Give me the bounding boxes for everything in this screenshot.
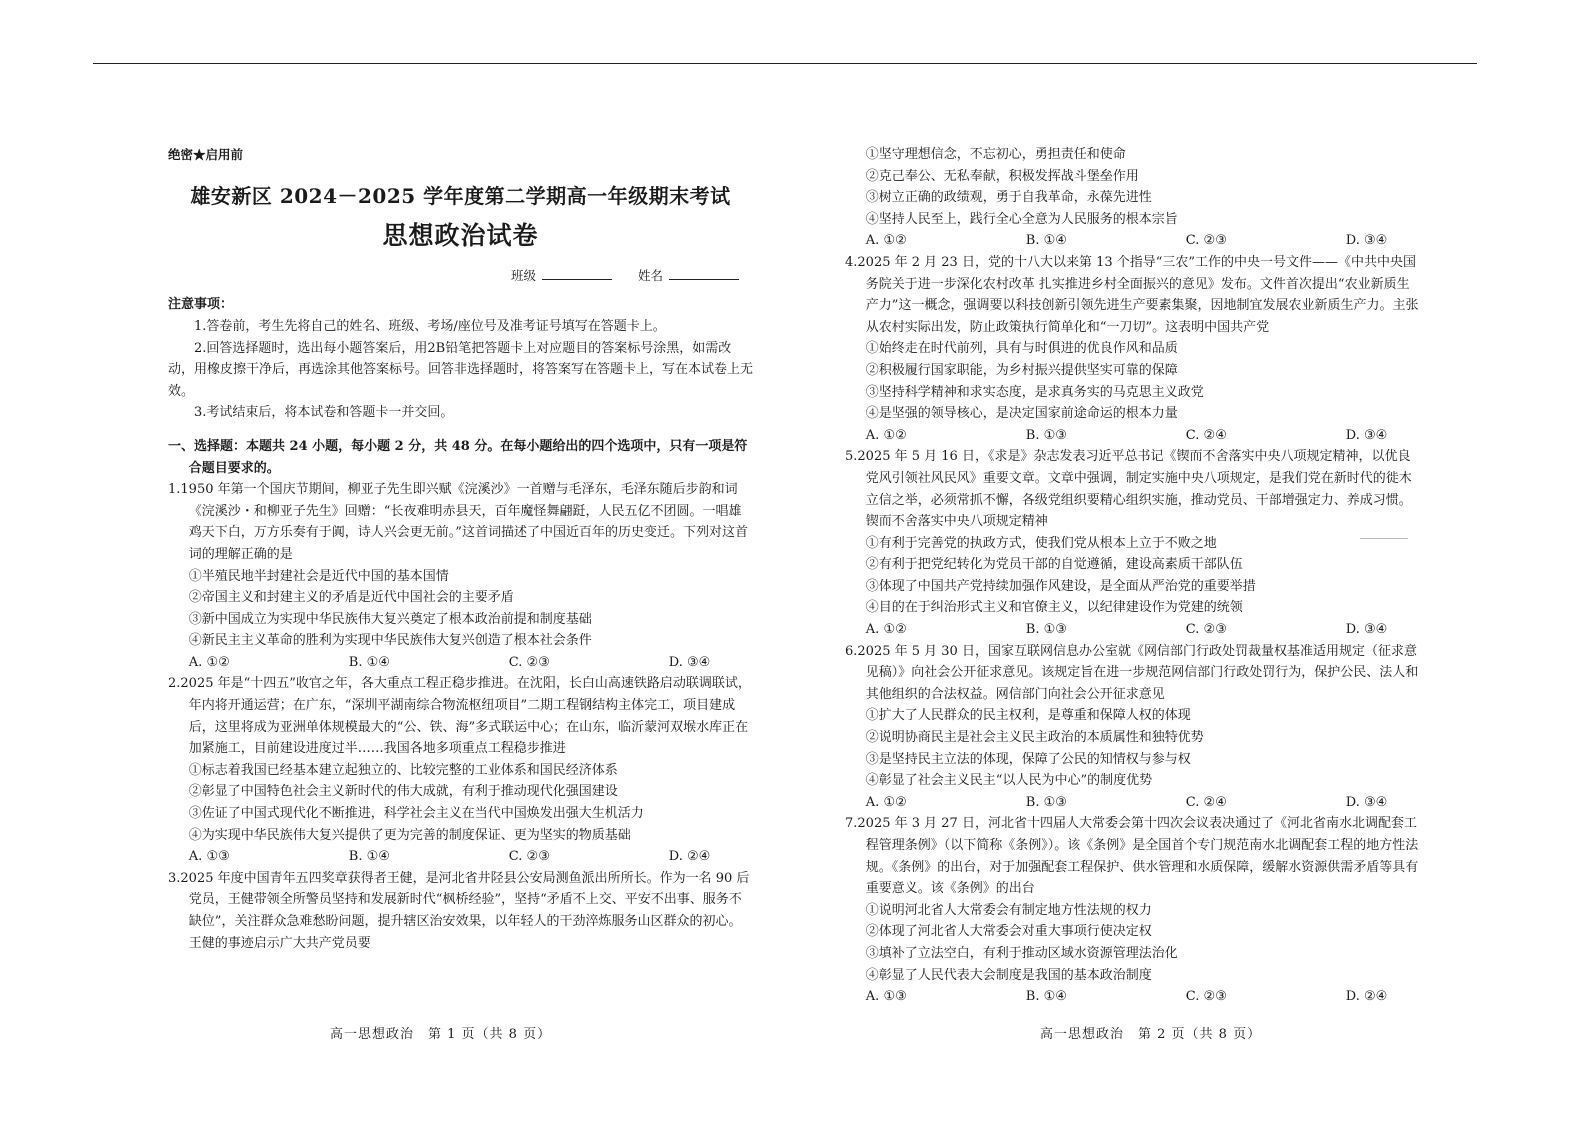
question-3-options [845, 144, 1420, 252]
statement: ④目的在于纠治形式主义和官僚主义，以纪律建设作为党建的统领 [865, 600, 1243, 616]
statement: ①坚守理想信念，不忘初心，勇担责任和使命 [865, 147, 1126, 162]
exam-subtitle: 思想政治试卷 [382, 221, 539, 251]
choice-c: C. ②③ [508, 849, 550, 865]
statement: ④为实现中华民族伟大复兴提供了更为完善的制度保证、更为坚实的物质基础 [188, 827, 631, 843]
statement: ③坚持科学精神和求实态度，是求真务实的马克思主义政党 [865, 384, 1204, 400]
choice-b: B. ①③ [1025, 794, 1067, 810]
statement: ④坚持人民至上，践行全心全意为人民服务的根本宗旨 [865, 211, 1178, 227]
statement: ①始终走在时代前列，具有与时俱进的优良作风和品质 [865, 341, 1178, 357]
page-footer-right: 高一思想政治 第 2 页（共 8 页） [1040, 1027, 1262, 1042]
statement: ④新民主主义革命的胜利为实现中华民族伟大复兴创造了根本社会条件 [188, 633, 592, 649]
question-stem: 3.2025 年度中国青年五四奖章获得者王健，是河北省井陉县公安局测鱼派出所所长。作为一名 90 后党员，王健带领全所警员坚持和发展新时代“枫桥经验”，坚持“矛盾不上交、平安不出事、服务不缺位”，关注群众急难愁盼问题，提升辖区治安效果，以年轻人的干劲淬炼服务山区群众的初心。王健的事迹启示广大共产党员要 [168, 870, 750, 951]
statement: ②帝国主义和封建主义的矛盾是近代中国社会的主要矛盾 [188, 590, 514, 606]
statement: ②说明协商民主是社会主义民主政治的本质属性和独特优势 [865, 730, 1204, 746]
statement: ④彰显了人民代表大会制度是我国的基本政治制度 [865, 967, 1152, 983]
answer-choices [845, 425, 1420, 447]
statement: ③新中国成立为实现中华民族伟大复兴奠定了根本政治前提和制度基础 [188, 611, 592, 627]
statement: ③树立正确的政绩观，勇于自我革命，永葆先进性 [865, 190, 1152, 206]
choice-c: C. ②④ [1185, 794, 1227, 810]
statement: ①标志着我国已经基本建立起独立的、比较完整的工业体系和国民经济体系 [188, 762, 618, 778]
scan-mark [1360, 538, 1408, 539]
statement: ②体现了河北省人大常委会对重大事项行使决定权 [865, 924, 1152, 940]
question-3 [168, 868, 753, 954]
choice-c: C. ②④ [1185, 427, 1227, 443]
left-page [168, 144, 753, 954]
statement: ③佐证了中国式现代化不断推进，科学社会主义在当代中国焕发出强大生机活力 [188, 806, 644, 822]
statement: ③体现了中国共产党持续加强作风建设，是全面从严治党的重要举措 [865, 578, 1256, 594]
name-blank [669, 267, 739, 280]
statement: ①扩大了人民群众的民主权利，是尊重和保障人权的体现 [865, 708, 1191, 724]
class-blank [542, 267, 612, 280]
exam-title: 雄安新区 2024－2025 学年度第二学期高一年级期末考试 [190, 183, 731, 208]
question-stem: 6.2025 年 5 月 30 日，国家互联网信息办公室就《网信部门行政处罚裁量权基准适用规定（征求意见稿）》向社会公开征求意见。该规定旨在进一步规范网信部门行政处罚行为，保护公民、法人和其他组织的合法权益。网信部门向社会公开征求意见 [845, 643, 1419, 702]
top-rule [93, 63, 1477, 64]
page-footer-left: 高一思想政治 第 1 页（共 8 页） [330, 1027, 552, 1042]
question-4 [845, 252, 1420, 446]
choice-b: B. ①④ [1025, 989, 1067, 1005]
statement: ①说明河北省人大常委会有制定地方性法规的权力 [865, 902, 1152, 918]
statement: ④彰显了社会主义民主“以人民为中心”的制度优势 [865, 773, 1153, 789]
choice-d: D. ③④ [668, 654, 711, 670]
choice-c: C. ②③ [1185, 989, 1227, 1005]
question-stem: 4.2025 年 2 月 23 日，党的十八大以来第 13 个指导“三农”工作的中央一号文件——《中共中央国务院关于进一步深化农村改革 扎实推进乡村全面振兴的意见》发布。文件首次提出“农业新质生产力”这一概念，强调要以科技创新引领先进生产要素集聚，因地制宜发展农业新质生产力。主张从农村实际出发，防止政策执行简单化和“一刀切”。这表明中国共产党 [845, 254, 1419, 335]
statement: ①有利于完善党的执政方式，使我们党从根本上立于不败之地 [865, 535, 1217, 551]
answer-choices [845, 619, 1420, 641]
choice-a: A. ①② [188, 654, 230, 670]
choice-a: A. ①③ [865, 989, 907, 1005]
choice-d: D. ③④ [1345, 233, 1388, 249]
statement: ③是坚持民主立法的体现，保障了公民的知情权与参与权 [865, 751, 1191, 767]
question-stem: 2.2025 年是“十四五”收官之年，各大重点工程正稳步推进。在沈阳，长白山高速铁路启动联调联试，年内将开通运营；在广东，“深圳平湖南综合物流枢纽项目”二期工程钢结构主体完工，项目建成后，这里将成为亚洲单体规模最大的“公、铁、海”多式联运中心；在山东，临沂蒙河双堠水库正在加紧施工，目前建设进度过半……我国各地多项重点工程稳步推进 [168, 676, 751, 757]
statement: ②克己奉公、无私奉献，积极发挥战斗堡垒作用 [865, 168, 1139, 184]
question-stem: 7.2025 年 3 月 27 日，河北省十四届人大常委会第十四次会议表决通过了《河北省南水北调配套工程管理条例》（以下简称《条例》）。该《条例》是全国首个专门规范南水北调配套工程的地方性法规。《条例》的出台，对于加强配套工程保护、供水管理和水质保障，缓解水资源供需矛盾等具有重要意义。该《条例》的出台 [845, 816, 1419, 897]
choice-b: B. ①③ [1025, 622, 1067, 638]
choice-c: C. ②③ [1185, 622, 1227, 638]
notice-item: 2.回答选择题时，选出每小题答案后，用2B铅笔把答题卡上对应题目的答案标号涂黑，如需改动，用橡皮擦干净后，再选涂其他答案标号。回答非选择题时，将答案写在答题卡上，写在本试卷上无效。 [168, 340, 754, 399]
answer-choices [168, 652, 753, 674]
class-label: 班级 [510, 267, 536, 283]
answer-choices [168, 846, 753, 868]
answer-choices [845, 986, 1420, 1008]
question-stem: 5.2025 年 5 月 16 日，《求是》杂志发表习近平总书记《锲而不舍落实中央八项规定精神，以优良党风引领社风民风》重要文章。文章中强调，制定实施中央八项规定，是我们党在新时代的徙木立信之举，必须常抓不懈，各级党组织要精心组织实施，推动党员、干部增强定力、养成习惯。锲而不舍落实中央八项规定精神 [845, 449, 1412, 530]
choice-a: A. ①② [865, 233, 907, 249]
question-5 [845, 446, 1420, 640]
statement: ④是坚强的领导核心，是决定国家前途命运的根本力量 [865, 406, 1178, 422]
notice-item: 3.考试结束后，将本试卷和答题卡一并交回。 [194, 405, 454, 421]
question-6 [845, 641, 1420, 814]
statement: ②积极履行国家职能，为乡村振兴提供坚实可靠的保障 [865, 362, 1178, 378]
statement: ③填补了立法空白，有利于推动区域水资源管理法治化 [865, 945, 1178, 961]
choice-d: D. ②④ [1345, 989, 1388, 1005]
section-heading: 一、选择题：本题共 24 小题，每小题 2 分，共 48 分。在每小题给出的四个选项中，只有一项是符合题目要求的。 [168, 438, 748, 476]
question-1 [168, 479, 753, 673]
statement: ②有利于把党纪转化为党员干部的自觉遵循，建设高素质干部队伍 [865, 557, 1243, 573]
student-info [168, 265, 753, 287]
choice-a: A. ①② [865, 622, 907, 638]
choice-b: B. ①④ [1025, 233, 1067, 249]
notice-heading: 注意事项： [168, 297, 234, 313]
choice-d: D. ③④ [1345, 427, 1388, 443]
choice-c: C. ②③ [508, 654, 550, 670]
choice-b: B. ①④ [348, 849, 390, 865]
answer-choices [845, 792, 1420, 814]
right-page [845, 144, 1420, 1008]
question-stem: 1.1950 年第一个国庆节期间，柳亚子先生即兴赋《浣溪沙》一首赠与毛泽东，毛泽东随后步韵和词《浣溪沙・和柳亚子先生》回赠：“长夜难明赤县天，百年魔怪舞翩跹，人民五亿不团圆。一唱雄鸡天下白，万方乐奏有于阗，诗人兴会更无前。”这首词描述了中国近百年的历史变迁。下列对这首词的理解正确的是 [168, 482, 748, 562]
name-label: 姓名 [637, 267, 663, 283]
question-2 [168, 673, 753, 867]
choice-d: D. ③④ [1345, 794, 1388, 810]
notice-item: 1.答卷前，考生先将自己的姓名、班级、考场/座位号及准考证号填写在答题卡上。 [194, 318, 666, 334]
answer-choices [845, 230, 1420, 252]
choice-a: A. ①③ [188, 849, 230, 865]
choice-a: A. ①② [865, 794, 907, 810]
choice-b: B. ①④ [348, 654, 390, 670]
choice-b: B. ①③ [1025, 427, 1067, 443]
choice-c: C. ②③ [1185, 233, 1227, 249]
statement: ①半殖民地半封建社会是近代中国的基本国情 [188, 568, 449, 584]
choice-d: D. ③④ [1345, 622, 1388, 638]
choice-d: D. ②④ [668, 849, 711, 865]
statement: ②彰显了中国特色社会主义新时代的伟大成就，有利于推动现代化强国建设 [188, 784, 618, 800]
choice-a: A. ①② [865, 427, 907, 443]
question-7 [845, 813, 1420, 1007]
secret-label: 绝密★启用前 [168, 147, 244, 162]
